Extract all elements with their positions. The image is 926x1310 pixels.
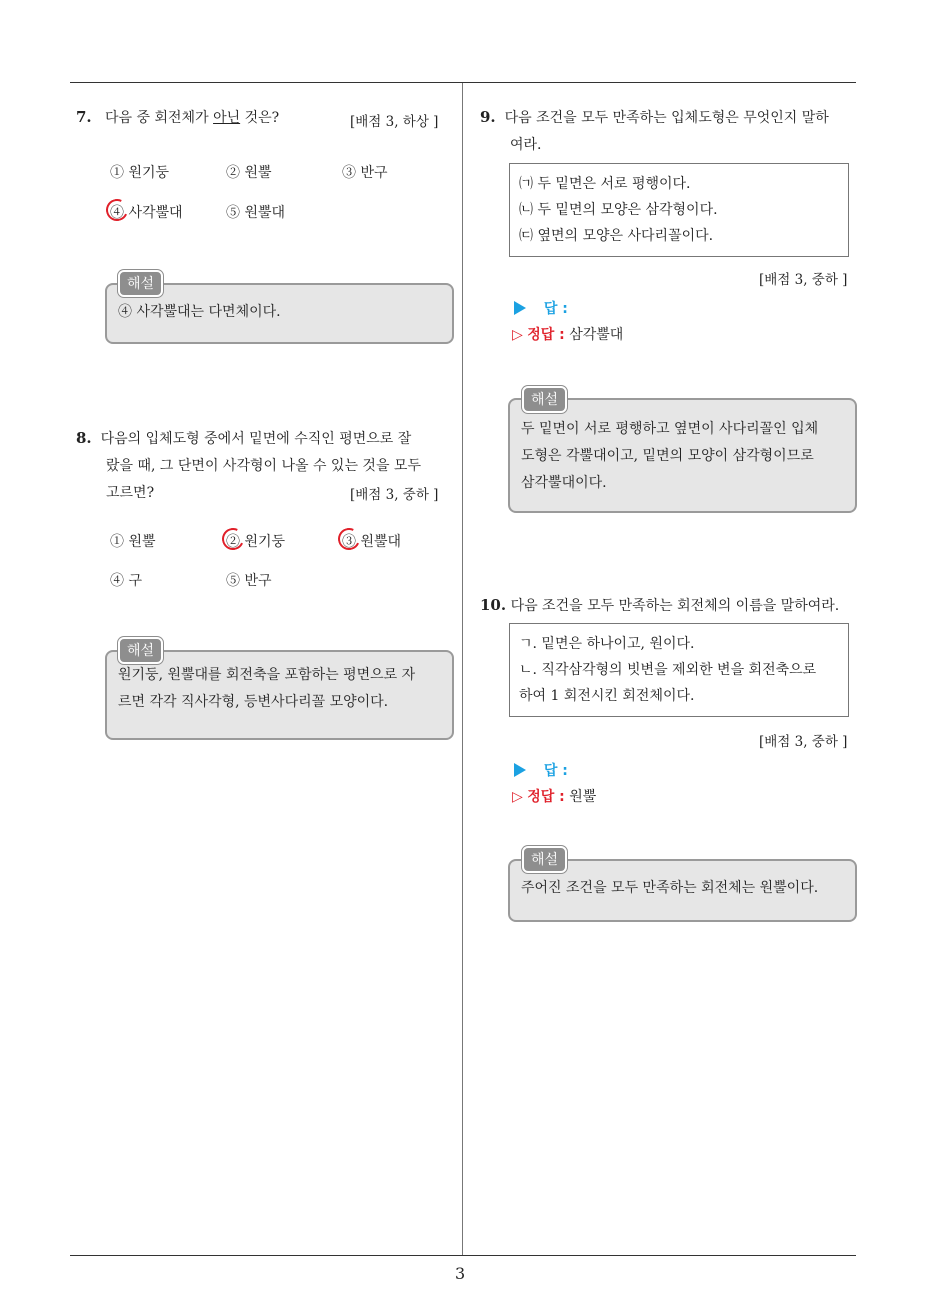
q8-option-5[interactable]: ⑤ 반구 <box>226 573 272 589</box>
outline-arrow-icon: ▷ <box>512 789 523 805</box>
q9-explanation-line2: 도형은 각뿔대이고, 밑면의 모양이 삼각형이므로 <box>521 448 814 464</box>
q10-score: [배점 3, 중하 ] <box>759 734 848 750</box>
q10-condition-2: ㄴ. 직각삼각형의 빗변을 제외한 변을 회전축으로 <box>519 662 817 678</box>
q9-condition-2: ㈁ 두 밑면의 모양은 삼각형이다. <box>519 202 718 218</box>
q7-option-4[interactable]: ④ 사각뿔대 <box>110 205 183 221</box>
q10-explanation-text: 주어진 조건을 모두 만족하는 회전체는 원뿔이다. <box>521 880 819 896</box>
q7-stem <box>76 104 279 132</box>
q8-score: [배점 3, 중하 ] <box>350 487 439 503</box>
q7-explanation-text: ④ 사각뿔대는 다면체이다. <box>118 304 281 320</box>
q9-text-line2: 여라. <box>510 137 542 153</box>
q8-option-2[interactable]: ② 원기둥 <box>226 534 286 550</box>
q7-explanation-tag: 해설 <box>118 270 163 297</box>
q9-condition-3: ㈂ 옆면의 모양은 사다리꼴이다. <box>519 228 714 244</box>
column-divider <box>462 83 463 1256</box>
q9-explanation-line1: 두 밑면이 서로 평행하고 옆면이 사다리꼴인 입체 <box>521 421 819 437</box>
play-arrow-icon <box>514 763 526 777</box>
q8-explanation-tag: 해설 <box>118 637 163 664</box>
q10-answer-row[interactable] <box>514 760 568 780</box>
q9-explanation-box <box>508 398 857 513</box>
q8-text-line1: 다음의 입체도형 중에서 밑면에 수직인 평면으로 잘 <box>100 431 412 447</box>
q7-option-1[interactable]: ① 원기둥 <box>110 165 170 181</box>
q9-number: 9. <box>480 108 496 126</box>
q8-text-line3: 고르면? <box>106 485 155 501</box>
q10-conditions-box <box>509 623 849 717</box>
q10-text: 다음 조건을 모두 만족하는 회전체의 이름을 말하여라. <box>510 598 840 614</box>
q9-condition-1: ㈀ 두 밑면은 서로 평행이다. <box>519 176 691 192</box>
q9-explanation-tag: 해설 <box>522 386 567 413</box>
q9-explanation-line3: 삼각뿔대이다. <box>521 475 607 491</box>
q7-number: 7. <box>76 108 92 126</box>
q7-score: [배점 3, 하상 ] <box>350 114 439 130</box>
q7-text-end: 것은? <box>240 110 280 126</box>
q7-option-3[interactable]: ③ 반구 <box>342 165 388 181</box>
q8-option-4[interactable]: ④ 구 <box>110 573 142 589</box>
q7-option-2[interactable]: ② 원뿔 <box>226 165 272 181</box>
q10-stem <box>480 592 839 620</box>
q9-text-line1: 다음 조건을 모두 만족하는 입체도형은 무엇인지 말하 <box>504 110 829 126</box>
q9-correct-label: 정답 : <box>527 327 565 343</box>
bottom-rule <box>70 1255 856 1256</box>
play-arrow-icon <box>514 301 526 315</box>
top-rule <box>70 82 856 83</box>
q9-answer-label: 답 : <box>543 301 568 317</box>
q8-explanation-line1: 원기둥, 원뿔대를 회전축을 포함하는 평면으로 자 <box>118 667 416 683</box>
q9-correct-value: 삼각뿔대 <box>569 327 624 343</box>
q10-explanation-tag: 해설 <box>522 846 567 873</box>
q9-score: [배점 3, 중하 ] <box>759 272 848 288</box>
q8-option-3[interactable]: ③ 원뿔대 <box>342 534 402 550</box>
q10-number: 10. <box>480 596 507 614</box>
q9-conditions-box <box>509 163 849 257</box>
q10-correct-answer <box>512 786 596 806</box>
q9-stem <box>480 104 860 159</box>
q10-condition-1: ㄱ. 밑면은 하나이고, 원이다. <box>519 636 695 652</box>
q8-option-1[interactable]: ① 원뿔 <box>110 534 156 550</box>
q8-text-line2: 랐을 때, 그 단면이 사각형이 나올 수 있는 것을 모두 <box>106 458 421 474</box>
q7-text: 다음 중 회전체가 <box>105 110 214 126</box>
q10-correct-label: 정답 : <box>527 789 565 805</box>
q9-answer-row[interactable] <box>514 298 568 318</box>
q10-condition-3: 하여 1 회전시킨 회전체이다. <box>519 688 695 704</box>
q8-explanation-line2: 르면 각각 직사각형, 등변사다리꼴 모양이다. <box>118 694 389 710</box>
q7-option-5[interactable]: ⑤ 원뿔대 <box>226 205 286 221</box>
q9-correct-answer <box>512 324 623 344</box>
q10-answer-label: 답 : <box>543 763 568 779</box>
outline-arrow-icon: ▷ <box>512 327 523 343</box>
q8-number: 8. <box>76 429 92 447</box>
q7-underlined: 아닌 <box>213 110 241 126</box>
page-number: 3 <box>455 1264 466 1283</box>
q10-correct-value: 원뿔 <box>569 789 597 805</box>
